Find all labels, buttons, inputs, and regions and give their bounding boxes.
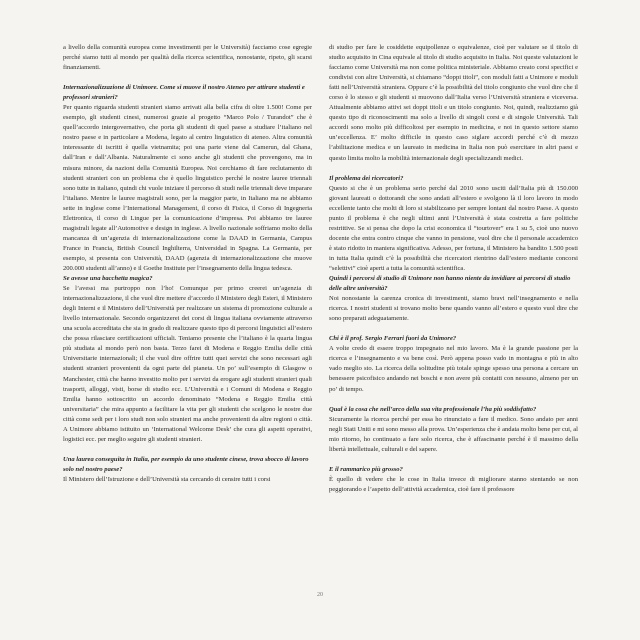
question-heading: Quindi i percorsi di studio di Unimore non hanno niente da invidiare ai percorsi di studio delle altre università?	[329, 275, 571, 293]
question-heading: Il problema dei ricercatori?	[329, 174, 404, 182]
body-paragraph: Sicuramente la ricerca perché per essa ho rinunciato a fare il medico. Sono andato per anni negli Stati Uniti e mi sono messo alla prova. Un’esperienza che è andata molto bene per cui, al mio ritorno, ho continuato a fare solo ricerca, che è affascinante perché è il massimo della libertà intellettuale, culturali e del sapere.	[329, 415, 578, 453]
paragraph-gap	[329, 455, 578, 465]
question-heading: Qual è la cosa che nell’arco della sua vita professionale l’ha più soddisfatto?	[329, 405, 537, 413]
paragraph-gap	[63, 445, 312, 455]
right-column	[329, 43, 578, 495]
text-columns	[63, 43, 578, 495]
question-heading: Chi è il prof. Sergio Ferrari fuori da Unimore?	[329, 335, 457, 343]
question-heading: Se avesse una bacchetta magica?	[63, 275, 153, 283]
body-paragraph: Per quanto riguarda studenti stranieri siamo arrivati alla bella cifra di oltre 1.500! Come per esempio, gli studenti cinesi, numerosi grazie al progetto “Marco Polo / Turandot” che è quell’accordo intergovernativo, che porta gli studenti di quel paese a studiare l’italiano nel nostro paese e in particolare a Modena, legato al centro linguistico di ateneo. Altra comunità interessante di iscritti è quella vietnamita; poi una parte viene dal Camerun, dal Ghana, dall’Iran e dall’Albania. Naturalmente ci sono anche gli studenti che provengono, ma in misura minore, da nazioni della Comunità Europea. Noi cerchiamo di fare reclutamento di studenti stranieri con un problema che è quello linguistico perché le nostre lauree triennali sono tutte in italiano, quindi chi vuole iniziare il percorso di studi nelle triennali deve imparare l’italiano. Mentre le lauree magistrali sono, per la maggior parte, in Italiano ma ne abbiamo sette in inglese come l’International Management, il corso di Fisica, il Corso di Ingegneria Elettronica, il corso di Lingue per la comunicazione d’impresa. Poi abbiamo tre lauree magistrali legate all’Automotive e design in inglese. A livello nazionale soffriamo molto della mancanza di un’agenzia di internazionalizzazione come la DAAD in Germania, Campus France in Francia, British Council Inghilterra, Universidad in Spagna. La Germania, per esempio, si presenta con Università, DAAD (agenzia di internazionalizzazione che muove 200.000 studenti all’anno) e il Goethe Institute per l’insegnamento della lingua tedesca.	[63, 104, 312, 272]
paragraph-gap	[329, 164, 578, 174]
left-column	[63, 43, 312, 495]
question-heading: Una laurea conseguita in Italia, per esempio da uno studente cinese, trova sbocco di lavoro solo nel nostro paese?	[63, 455, 309, 473]
question-heading: E il rammarico più grosso?	[329, 465, 403, 473]
body-paragraph: di studio per fare le cosiddette equipollenze o equivalenze, cioè per valutare se il titolo di studio acquisito in Cina equivale al titolo di studio acquisito in Italia. Noi queste valutazioni le facciamo come Università ma non come politica ministeriale. Abbiamo creato corsi specifici e condivisi con altre Università, si chiamano “doppi titoli”, con moduli fatti a Unimore e moduli fatti nell’Università straniera. Oppure c’è la possibilità del titolo congiunto che vuol dire che il corso è lo stesso e gli studenti si muovono dall’Italia verso l’Università straniera e viceversa. Attualmente abbiamo attivi sei doppi titoli e un titolo congiunto. Noi, quindi, realizziamo già questo tipo di riconoscimenti ma solo a livello di singoli corsi e di singole Università. Tali accordi sono molto più difficoltosi per esempio in medicina, e noi in questo settore siamo un’eccellenza. E’ molto difficile in questo caso siglare accordi perché c’è di mezzo l’abilitazione medica e un laureato in medicina in Italia non può esercitare in altri paesi e questo limita molto la mobilità internazionale degli specializzandi medici.	[329, 44, 578, 162]
body-paragraph: Noi nonostante la carenza cronica di investimenti, siamo bravi nell’insegnamento e nella ricerca. I nostri studenti si trovano molto bene quando vanno all’estero e questo vuol dire che sono preparati adeguatamente.	[329, 295, 578, 323]
paragraph-gap	[63, 73, 312, 83]
body-paragraph: a livello della comunità europea come investimenti per le Università) facciamo cose egregie perché siamo tutti al mondo per qualità della ricerca scientifica, nonostante, ripeto, gli scarsi finanziamenti.	[63, 44, 312, 72]
body-paragraph: Il Ministero dell’Istruzione e dell’Università sta cercando di censire tutti i corsi	[63, 475, 271, 483]
body-paragraph: Questo si che è un problema serio perché dal 2010 sono usciti dall’Italia più di 150.000 giovani laureati o dottorandi che sono andati all’estero e svolgono là il loro lavoro in modo eccellente tanto che molti di loro si stabilizzano per sempre lontani dal nostro Paese. A questo punto il problema è che negli ultimi anni l’Università è stata costretta a fare politiche restrittive. Se si pensa che dopo la crisi economica il “tourtover” era 1 su 5, cioè uno nuovo docente che entra contro cinque che vanno in pensione, vuol dire che il personale accademico è stato ridotto in maniera significativa. Adesso, per fortuna, il Ministero ha bandito 1.500 posti in tutta Italia quindi c’è la possibilità che ricercatori rientrino dall’estero mediante concorsi “selettivi” cioè aperti a tutta la comunità scientifica.	[329, 184, 578, 272]
paragraph-gap	[329, 324, 578, 334]
paragraph-gap	[329, 395, 578, 405]
body-paragraph: A volte credo di essere troppo impegnato nel mio lavoro. Ma è la grande passione per la ricerca e l’insegnamento e va bene così. Però appena posso vado in montagna e più in alto vado meglio sto. La ricerca della solitudine più totale spinge spesso una persona a cercare un benessere psicofisico andando nei boschi e non avere più contatti con nessuno, almeno per un po’ di tempo.	[329, 345, 578, 393]
body-paragraph: È quello di vedere che le cose in Italia invece di migliorare stanno stentando se non peggiorando e l’aspetto dell’attività accademica, cioè fare il professore	[329, 475, 578, 493]
body-paragraph: Se l’avessi ma purtroppo non l’ho! Comunque per primo creerei un’agenzia di internazionalizzazione, il che vuol dire mettere d’accordo il Ministero degli Esteri, il Ministero degli Interni e il Ministero dell’Università per realizzare un sistema di promozione culturale a livello internazionale. Secondo organizzerei dei corsi di lingua italiana ovviamente attraverso una scuola accreditata che sia in grado di realizzare questo tipo di percorsi linguistici all’estero che possa rilasciare certificazioni ufficiali. Teniamo presente che l’italiano è la quarta lingua più studiata al mondo però non basta. Terzo farei di Modena e Reggio Emilia delle città Universitarie internazionali; il che vuol dire offrire tutti quei servizi che sono necessari agli studenti stranieri provenienti da ogni parte del pianeta. Un po’ sull’esempio di Glasgow o Manchester, città che hanno investito molto per i servizi da erogare agli studenti stranieri quali trasporti, alloggi, visti, borse di studio ecc. L’Università e i Comuni di Modena e Reggio Emilia hanno sottoscritto un accordo denominato “Modena e Reggio Emilia città universitaria” che mira appunto a facilitare la vita per gli studenti che scelgono le nostre due città come sedi per i loro studi non solo stranieri ma anche provenienti da altre regioni o città. A Unimore abbiamo istituito un ‘International Welcome Desk’ che cura gli aspetti operativi, logistici ecc. per meglio seguire gli studenti stranieri.	[63, 285, 312, 443]
page-number: 20	[317, 592, 323, 598]
question-heading: Internazionalizzazione di Unimore. Come si muove il nostro Ateneo per attirare studenti e professori stranieri?	[63, 84, 305, 102]
